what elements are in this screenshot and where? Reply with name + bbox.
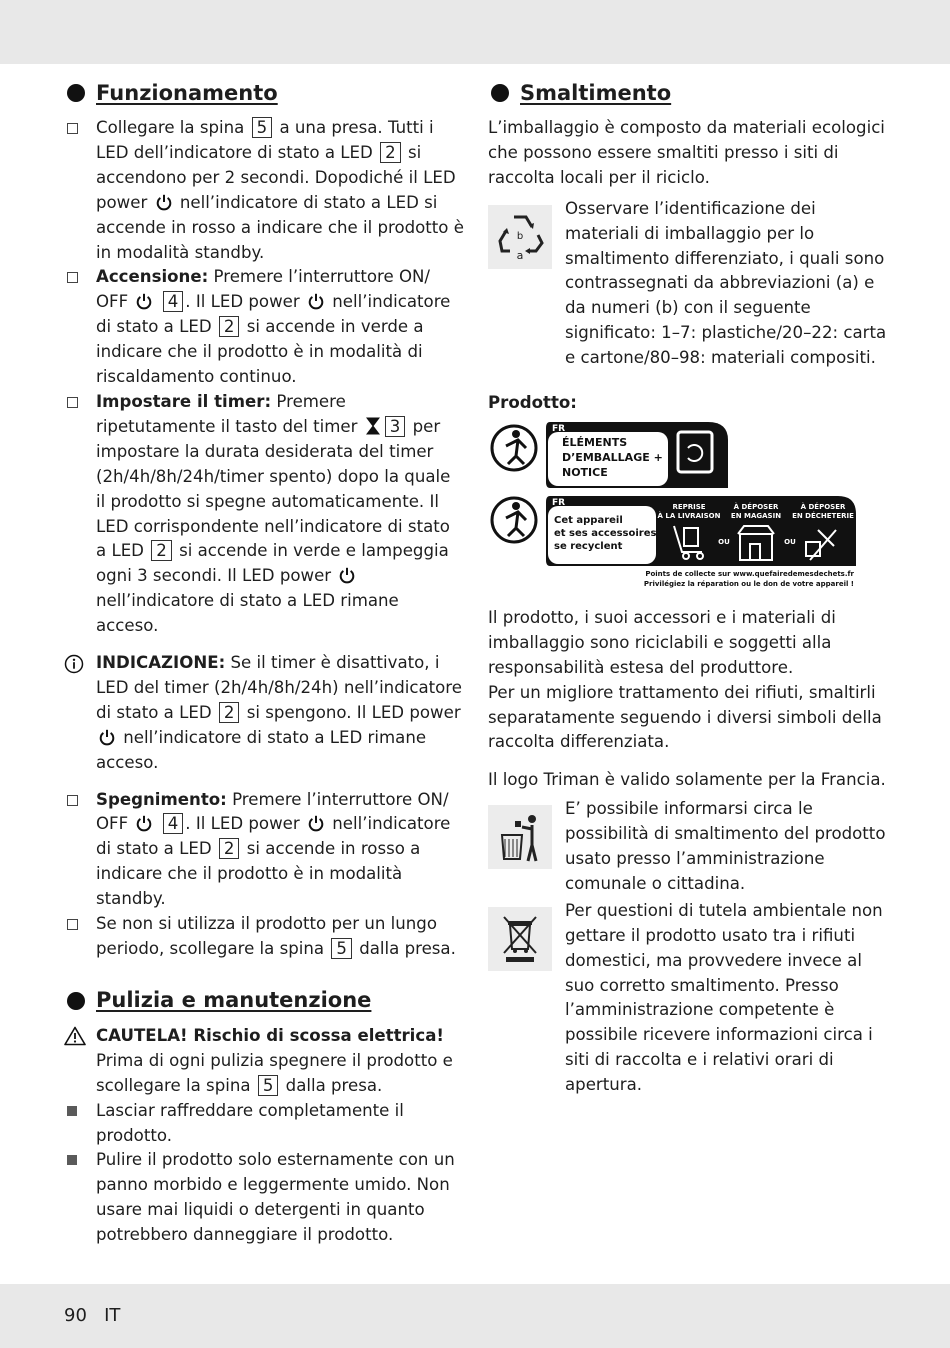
svg-text:ÉLÉMENTS: ÉLÉMENTS bbox=[562, 435, 628, 449]
recycle-code-icon bbox=[488, 205, 552, 269]
svg-text:REPRISE: REPRISE bbox=[672, 502, 706, 511]
checkbox-square-icon bbox=[67, 123, 78, 134]
section-heading-funzionamento: Funzionamento bbox=[64, 78, 464, 108]
svg-text:Points de collecte sur www.que: Points de collecte sur www.quefairedemesdechets.fr bbox=[645, 569, 854, 578]
bullet-dot-icon bbox=[491, 84, 509, 102]
checkbox-square-icon bbox=[67, 272, 78, 283]
ref-number: 5 bbox=[258, 1075, 279, 1096]
checkbox-square-icon bbox=[67, 397, 78, 408]
svg-text:se recyclent: se recyclent bbox=[554, 540, 623, 552]
svg-text:D’EMBALLAGE +: D’EMBALLAGE + bbox=[562, 450, 663, 464]
page-number: 90 IT bbox=[64, 1305, 121, 1326]
bullet-dot-icon bbox=[67, 992, 85, 1010]
checkbox-square-icon bbox=[67, 919, 78, 930]
svg-text:EN DÉCHETERIE: EN DÉCHETERIE bbox=[792, 511, 854, 520]
crossed-bin-icon bbox=[488, 907, 552, 971]
step-power-off: Spegnimento: Premere l’interruttore ON/ OFF 4 . Il LED power nell’indicatore di stato a LED 2 si accende in rosso a indicare che il prodotto è in modalità standby. bbox=[64, 788, 464, 913]
svg-text:À LA LIVRAISON: À LA LIVRAISON bbox=[657, 511, 721, 520]
section-heading-smaltimento: Smaltimento bbox=[488, 78, 888, 108]
svg-text:À DÉPOSER: À DÉPOSER bbox=[800, 502, 846, 511]
cleaning-cool-down: Lasciar raffreddare completamente il prodotto. bbox=[64, 1099, 464, 1149]
svg-text:FR: FR bbox=[552, 497, 566, 508]
step-set-timer: Impostare il timer: Premere ripetutamente il tasto del timer 3 per impostare la durata desiderata del timer (2h/4h/8h/24h/timer spento) dopo la quale il prodotto si spegne automaticamente. Il LED corrispondente nell’indicatore di stato a LED 2 si accende in verde e lampeggia ogni 3 secondi. Il LED power nell’indicatore di stato a LED rimane acceso. bbox=[64, 390, 464, 639]
ref-number: 3 bbox=[385, 416, 406, 437]
square-bullet-icon bbox=[67, 1155, 77, 1165]
left-column bbox=[64, 78, 464, 1248]
triman-figure-icon bbox=[492, 498, 536, 542]
ref-number: 2 bbox=[380, 142, 401, 163]
litter-bin-icon bbox=[488, 805, 552, 869]
weee-info-text: Per questioni di tutela ambientale non gettare il prodotto usato tra i rifiuti domestici, ma provvedere invece al suo corretto smaltimento. Presso l’amministrazione competente è possibile ricevere informazioni circa i siti di raccolta e i relativi orari di apertura. bbox=[565, 900, 883, 1095]
svg-text:FR: FR bbox=[552, 423, 566, 434]
step-unplug: Se non si utilizza il prodotto per un lungo periodo, scollegare la spina 5 dalla presa. bbox=[64, 912, 464, 962]
checkbox-square-icon bbox=[67, 795, 78, 806]
triman-figure-icon bbox=[492, 426, 536, 470]
ref-number: 2 bbox=[219, 838, 240, 859]
triman-validity-paragraph: Il logo Triman è valido solamente per la Francia. bbox=[488, 770, 886, 790]
step-power-on: Accensione: Premere l’interruttore ON/ OFF 4 . Il LED power nell’indicatore di stato a LED 2 si accende in verde a indicare che il prodotto è in modalità di riscaldamento continuo. bbox=[64, 265, 464, 390]
svg-text:OU: OU bbox=[784, 537, 796, 546]
note-timer-off: INDICAZIONE: Se il timer è disattivato, i LED del timer (2h/4h/8h/24h) nell’indicatore di stato a LED 2 si spengono. Il LED power nell’indicatore di stato a LED rimane acceso. bbox=[64, 651, 464, 776]
svg-text:a: a bbox=[516, 248, 524, 262]
power-icon bbox=[135, 292, 153, 310]
municipal-info-row bbox=[488, 799, 888, 897]
power-icon bbox=[307, 814, 325, 832]
weee-info-row bbox=[488, 900, 888, 1098]
product-label: Prodotto: bbox=[488, 393, 577, 413]
cleaning-exterior-only: Pulire il prodotto solo esternamente con un panno morbido e leggermente umido. Non usare mai liquidi o detergenti in quanto potrebbero danneggiare il prodotto. bbox=[64, 1148, 464, 1248]
right-column bbox=[488, 78, 888, 1098]
svg-text:Cet appareil: Cet appareil bbox=[554, 514, 623, 526]
svg-text:OU: OU bbox=[718, 537, 730, 546]
warning-icon bbox=[64, 1026, 86, 1046]
separate-disposal-paragraph: Per un migliore trattamento dei rifiuti, smaltirli separatamente seguendo i diversi simboli della raccolta differenziata. bbox=[488, 682, 882, 752]
svg-text:Privilégiez la réparation ou l: Privilégiez la réparation ou le don de votre appareil ! bbox=[643, 579, 854, 588]
recycling-codes-row bbox=[488, 198, 888, 371]
svg-text:b: b bbox=[516, 230, 524, 242]
section-heading-pulizia: Pulizia e manutenzione bbox=[64, 986, 464, 1016]
ref-number: 4 bbox=[163, 291, 184, 312]
municipal-info-text: E’ possibile informarsi circa le possibilità di smaltimento del prodotto usato presso l’amministrazione comunale o cittadina. bbox=[565, 799, 886, 893]
info-icon bbox=[64, 654, 84, 674]
recyclable-paragraph: Il prodotto, i suoi accessori e i materiali di imballaggio sono riciclabili e soggetti alla responsabilità estesa del produttore. bbox=[488, 607, 836, 677]
svg-text:et ses accessoires: et ses accessoires bbox=[554, 527, 657, 539]
triman-logo bbox=[488, 422, 860, 590]
power-icon bbox=[98, 728, 116, 746]
svg-text:NOTICE: NOTICE bbox=[562, 465, 608, 479]
svg-text:EN MAGASIN: EN MAGASIN bbox=[730, 511, 782, 520]
recycling-codes-text: Osservare l’identificazione dei materiali di imballaggio per lo smaltimento differenziato, i quali sono contrassegnati da abbreviazioni (a) e da numeri (b) con il seguente significato: 1–7: plastiche/20–22: carta e cartone/80–98: materiali compositi. bbox=[565, 198, 887, 368]
hourglass-icon bbox=[366, 417, 380, 435]
footer-band bbox=[0, 1284, 950, 1348]
header-band bbox=[0, 0, 950, 64]
ref-number: 5 bbox=[252, 117, 273, 138]
ref-number: 2 bbox=[219, 702, 240, 723]
ref-number: 4 bbox=[163, 813, 184, 834]
warning-electric-shock: CAUTELA! Rischio di scossa elettrica! Prima di ogni pulizia spegnere il prodotto e scollegare la spina 5 dalla presa. bbox=[64, 1024, 464, 1099]
bullet-dot-icon bbox=[67, 84, 85, 102]
step-connect-plug: Collegare la spina 5 a una presa. Tutti i LED dell’indicatore di stato a LED 2 si accendono per 2 secondi. Dopodiché il LED power nell’indicatore di stato a LED si accende in rosso a indicare che il prodotto è in modalità standby. bbox=[64, 116, 464, 265]
power-icon bbox=[155, 193, 173, 211]
power-icon bbox=[135, 814, 153, 832]
power-icon bbox=[338, 566, 356, 584]
square-bullet-icon bbox=[67, 1106, 77, 1116]
power-icon bbox=[307, 292, 325, 310]
ref-number: 2 bbox=[219, 316, 240, 337]
ref-number: 2 bbox=[151, 540, 172, 561]
packaging-paragraph: L’imballaggio è composto da materiali ecologici che possono essere smaltiti presso i siti di raccolta locali per il riciclo. bbox=[488, 118, 885, 187]
ref-number: 5 bbox=[331, 938, 352, 959]
svg-text:À DÉPOSER: À DÉPOSER bbox=[733, 502, 779, 511]
